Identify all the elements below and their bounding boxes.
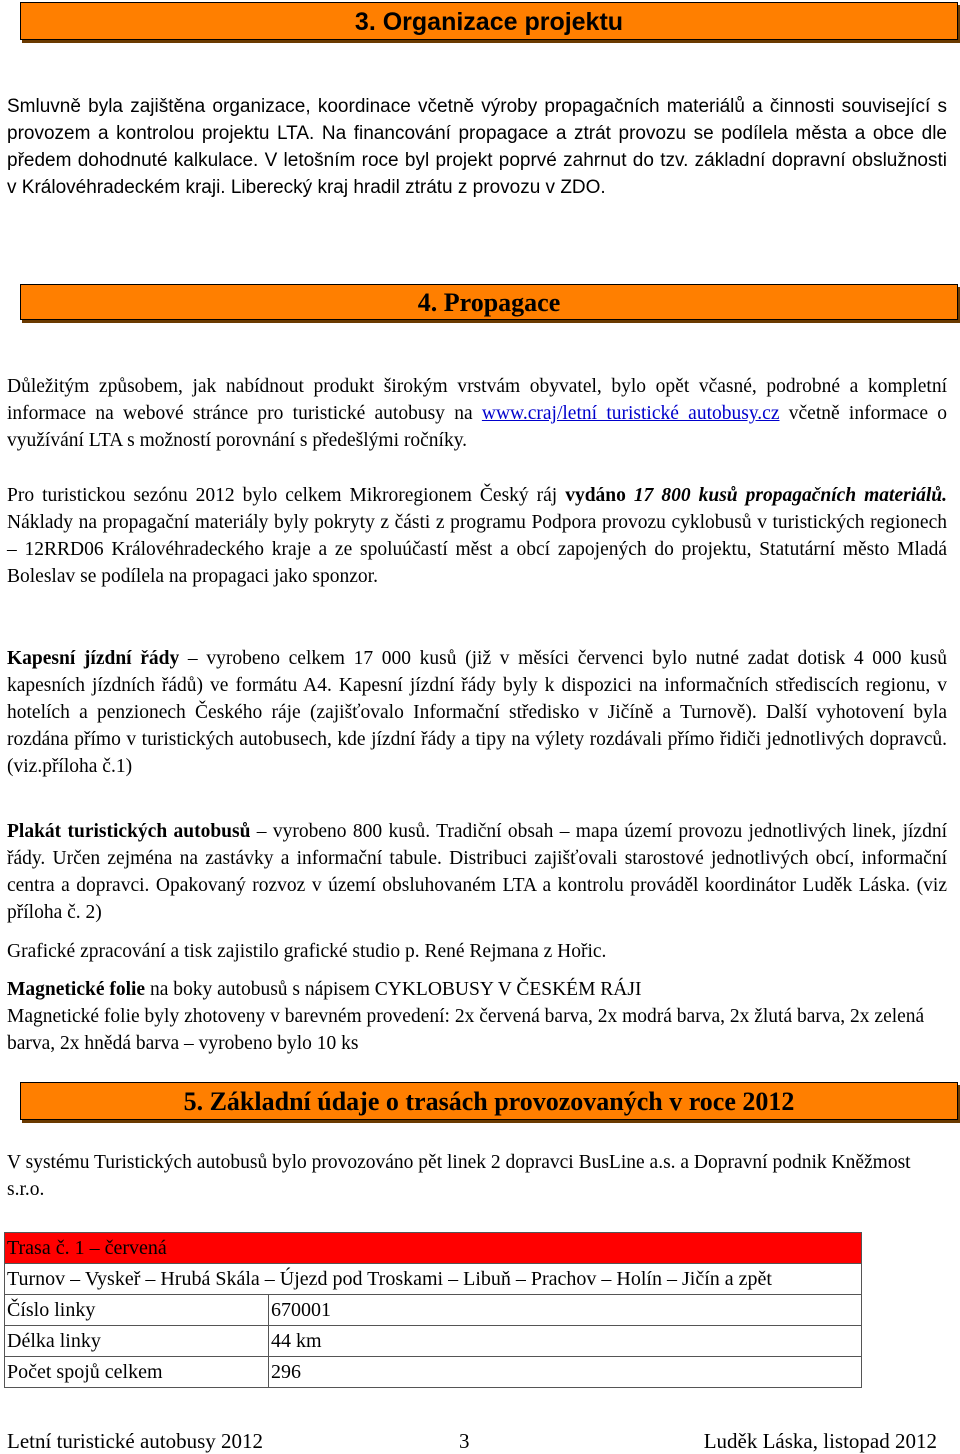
- connections-label: Počet spojů celkem: [5, 1357, 269, 1388]
- route-table-header-row: [5, 1233, 862, 1264]
- materials-text-before: Pro turistickou sezónu 2012 bylo celkem Mikroregionem Český ráj: [7, 485, 566, 506]
- magnetic-foils-label: Magnetické folie: [7, 979, 146, 1000]
- web-text-after: včetně informace o využívání LTA s možností porovnání s předešlými ročníky.: [7, 403, 948, 451]
- web-text-before: Důležitým způsobem, jak nabídnout produkt širokým vrstvám obyvatel, bylo opět včasné, podrobné a kompletní informace na webové stránce pro turistické autobusy na: [7, 376, 947, 424]
- pocket-timetables-text: – vyrobeno celkem 17 000 kusů (již v měsíci červenci bylo nutné zadat dotisk 4 000 kusů kapesních jízdních řádů) ve formátu A4. Kapesní jízdní řády byly k dispozici na informačních střediscích regionu, v hotelích a penzionech Českého ráje (zajišťovalo Informační středisko v Jičíně a Turnově). Další vyhotovení byla rozdána přímo v turistických autobusech, kde jízdní řády a tipy na výlety rozdávali přímo řidiči jednotlivých dopravců. (viz.příloha č.1): [7, 648, 947, 777]
- website-link[interactable]: www.craj/letní turistické autobusy.cz: [481, 403, 780, 424]
- line-length-value: 44 km: [269, 1326, 862, 1357]
- materials-text-after: Náklady na propagační materiály byly pokryty z části z programu Podpora provozu cyklobusů v turistických regionech – 12RRD06 Královéhradeckého kraje a ze spoluúčastí měst a obcí zapojených do projektu, Statutární město Mladá Boleslav se podílela na propagaci jako sponzor.: [7, 512, 947, 587]
- poster-text: – vyrobeno 800 kusů. Tradiční obsah – mapa území provozu jednotlivých linek, jízdní řády. Určen zejména na zastávky a informační tabule. Distribuci zajišťovali starostové jednotlivých obcí, informační centra a dopravci. Opakovaný rozvoz v území obsluhovaném LTA a kontrolu prováděl koordinátor Luděk Láska. (viz příloha č. 2): [7, 821, 947, 923]
- line-length-label: Délka linky: [5, 1326, 269, 1357]
- footer-title: Letní turistické autobusy 2012: [7, 1429, 264, 1453]
- line-number-label: Číslo linky: [5, 1295, 269, 1326]
- section-4-heading: 4. Propagace: [20, 284, 958, 320]
- poster-label: Plakát turistických autobusů: [7, 821, 251, 842]
- table-row: [5, 1357, 862, 1388]
- poster-paragraph: [7, 818, 947, 926]
- page-footer: [7, 1428, 937, 1454]
- route-description-row: [5, 1264, 862, 1295]
- pocket-timetables-paragraph: [7, 645, 947, 780]
- magnetic-foils-paragraph: [7, 976, 947, 1057]
- materials-count: 17 800 kusů propagačních materiálů.: [633, 485, 948, 506]
- section-3-heading: 3. Organizace projektu: [20, 2, 958, 40]
- propagation-paragraph-web: [7, 373, 947, 454]
- pocket-timetables-label: Kapesní jízdní řády: [7, 648, 180, 669]
- materials-issued-label: vydáno: [565, 485, 634, 506]
- line-number-value: 670001: [269, 1295, 862, 1326]
- page-number: 3: [459, 1429, 470, 1453]
- magnetic-foils-line2: Magnetické folie byly zhotoveny v barevném provedení: 2x červená barva, 2x modrá barva, 2x žlutá barva, 2x zelená barva, 2x hnědá barva – vyrobeno bylo 10 ks: [7, 1006, 925, 1054]
- footer-author: Luděk Láska, listopad 2012: [703, 1429, 937, 1453]
- section-5-paragraph: V systému Turistických autobusů bylo provozováno pět linek 2 dopravci BusLine a.s. a Dopravní podnik Kněžmost s.r.o.: [7, 1152, 911, 1200]
- propagation-paragraph-materials: [7, 482, 947, 590]
- route-description: Turnov – Vyskeř – Hrubá Skála – Újezd pod Troskami – Libuň – Prachov – Holín – Jičín a zpět: [5, 1264, 862, 1295]
- section-5-heading: 5. Základní údaje o trasách provozovaných v roce 2012: [20, 1082, 958, 1120]
- table-row: [5, 1295, 862, 1326]
- table-row: [5, 1326, 862, 1357]
- route-table: [4, 1232, 862, 1388]
- route-header: Trasa č. 1 – červená: [5, 1233, 862, 1264]
- connections-value: 296: [269, 1357, 862, 1388]
- section-3-paragraph: Smluvně byla zajištěna organizace, koordinace včetně výroby propagačních materiálů a činnosti související s provozem a kontrolou projektu LTA. Na financování propagace a ztrát provozu se podílela města a obce dle předem dohodnuté kalkulace. V letošním roce byl projekt poprvé zahrnut do tzv. základní dopravní obslužnosti v Královéhradeckém kraji. Liberecký kraj hradil ztrátu z provozu v ZDO.: [7, 96, 947, 198]
- magnetic-foils-line1: na boky autobusů s nápisem CYKLOBUSY V ČESKÉM RÁJI: [145, 979, 642, 1000]
- graphic-design-paragraph: Grafické zpracování a tisk zajistilo grafické studio p. René Rejmana z Hořic.: [7, 941, 607, 962]
